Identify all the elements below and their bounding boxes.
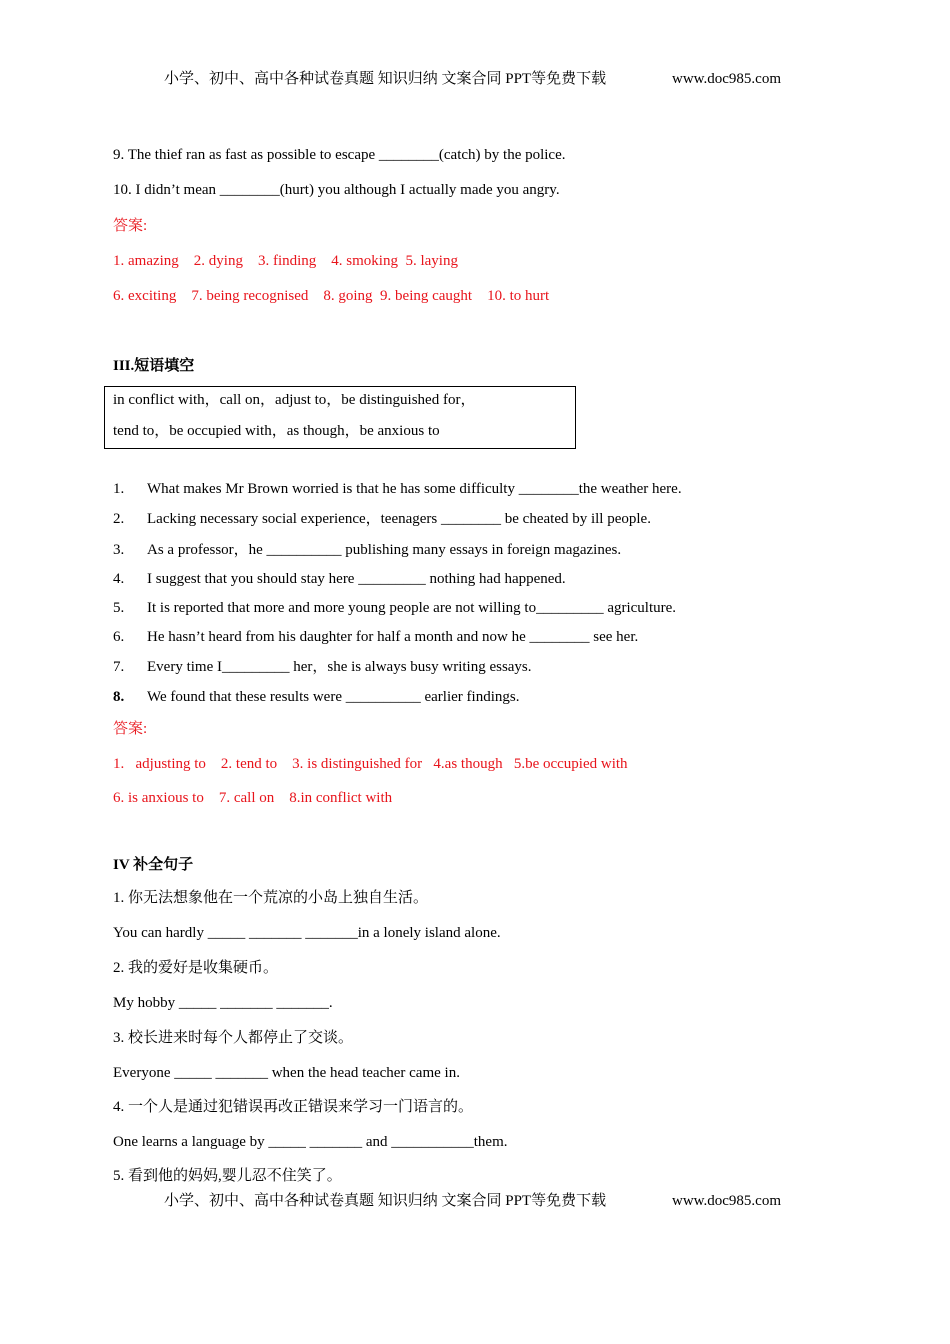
question-text: Every time I_________ her，she is always busy writing essays.	[147, 659, 532, 675]
answer-label: 答案:	[113, 218, 148, 234]
question-9: 9. The thief ran as fast as possible to escape ________(catch) by the police.	[113, 147, 566, 163]
english-sentence: Everyone _____ _______ when the head teacher came in.	[113, 1065, 460, 1081]
chinese-sentence: 2. 我的爱好是收集硬币。	[113, 960, 279, 976]
question-number: 3.	[113, 542, 125, 558]
question-text: What makes Mr Brown worried is that he has some difficulty ________the weather here.	[147, 481, 682, 497]
answer-line: 6. is anxious to 7. call on 8.in conflict with	[113, 790, 393, 806]
answer-line: 6. exciting 7. being recognised 8. going 9. being caught 10. to hurt	[113, 288, 550, 304]
chinese-sentence: 1. 你无法想象他在一个荒凉的小岛上独自生活。	[113, 890, 429, 906]
page-header-text: 小学、初中、高中各种试卷真题 知识归纳 文案合同 PPT等免费下载	[164, 71, 607, 87]
page-footer-text: 小学、初中、高中各种试卷真题 知识归纳 文案合同 PPT等免费下载	[164, 1193, 607, 1209]
question-text: Lacking necessary social experience，teenagers ________ be cheated by ill people.	[147, 511, 651, 527]
question-number: 7.	[113, 659, 125, 675]
chinese-sentence: 3. 校长进来时每个人都停止了交谈。	[113, 1030, 354, 1046]
answer-label: 答案:	[113, 721, 148, 737]
question-text: He hasn’t heard from his daughter for half a month and now he ________ see her.	[147, 629, 639, 645]
question-number: 6.	[113, 629, 125, 645]
chinese-sentence: 5. 看到他的妈妈,婴儿忍不住笑了。	[113, 1168, 342, 1184]
question-number: 4.	[113, 571, 125, 587]
question-text: I suggest that you should stay here _________ nothing had happened.	[147, 571, 566, 587]
english-sentence: My hobby _____ _______ _______.	[113, 995, 333, 1011]
answer-line: 1. adjusting to 2. tend to 3. is distinguished for 4.as though 5.be occupied with	[113, 756, 628, 772]
phrase-box-line: in conflict with，call on，adjust to，be distinguished for，	[113, 392, 476, 408]
english-sentence: You can hardly _____ _______ _______in a lonely island alone.	[113, 925, 501, 941]
question-10: 10. I didn’t mean ________(hurt) you although I actually made you angry.	[113, 182, 560, 198]
page-footer-url: www.doc985.com	[672, 1193, 782, 1209]
question-text: As a professor，he __________ publishing many essays in foreign magazines.	[147, 542, 622, 558]
chinese-sentence: 4. 一个人是通过犯错误再改正错误来学习一门语言的。	[113, 1099, 474, 1115]
question-number: 2.	[113, 511, 125, 527]
question-text: We found that these results were __________ earlier findings.	[147, 689, 520, 705]
english-sentence: One learns a language by _____ _______ and ___________them.	[113, 1134, 508, 1150]
page-header-url: www.doc985.com	[672, 71, 782, 87]
question-number: 8.	[113, 689, 125, 705]
phrase-box-line: tend to，be occupied with，as though，be anxious to	[113, 423, 440, 439]
section-title: III.短语填空	[113, 358, 195, 374]
question-number: 5.	[113, 600, 125, 616]
question-number: 1.	[113, 481, 125, 497]
section-title: IV 补全句子	[113, 857, 194, 873]
answer-line: 1. amazing 2. dying 3. finding 4. smoking 5. laying	[113, 253, 458, 269]
question-text: It is reported that more and more young people are not willing to_________ agriculture.	[147, 600, 677, 616]
